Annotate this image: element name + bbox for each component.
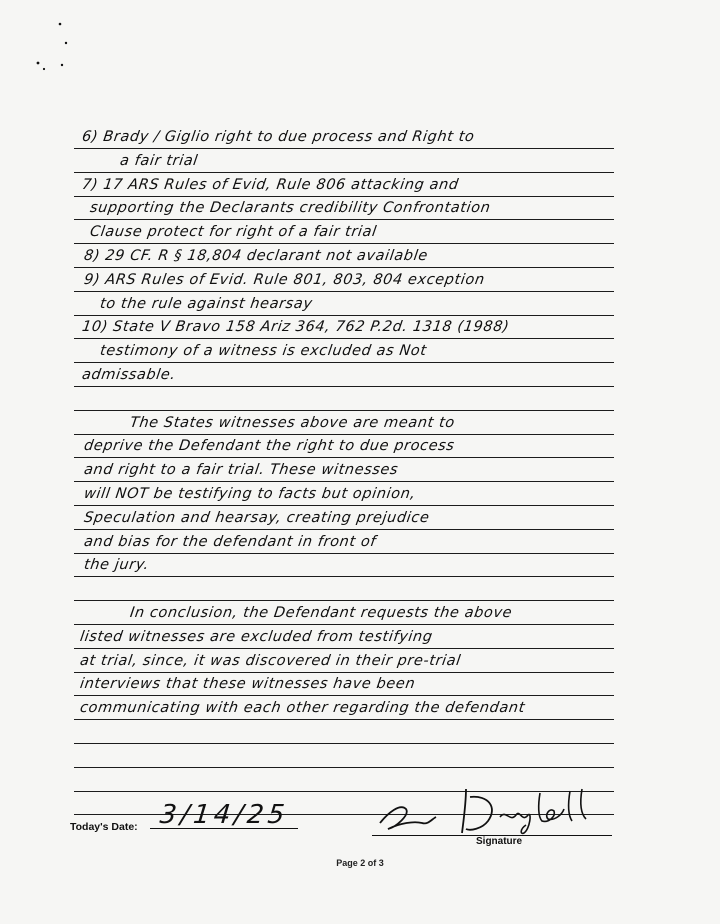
- ruled-line: [74, 219, 614, 220]
- handwritten-line: and bias for the defendant in front of: [82, 533, 378, 550]
- ruled-line: [74, 196, 614, 197]
- handwritten-line: and right to a fair trial. These witnesses: [82, 462, 400, 479]
- ruled-line: [74, 672, 614, 673]
- ruled-line: [74, 386, 614, 387]
- ruled-line: [74, 600, 614, 601]
- handwritten-line: In conclusion, the Defendant requests the above: [128, 605, 514, 621]
- ruled-line: [74, 529, 614, 530]
- ruled-line: [74, 315, 614, 316]
- ruled-line: [74, 576, 614, 577]
- ruled-line: [74, 743, 614, 744]
- scan-specks: [0, 0, 120, 90]
- handwritten-line: listed witnesses are excluded from testifying: [78, 628, 434, 645]
- handwritten-line: a fair trial: [118, 152, 199, 169]
- date-value: 3/14/25: [158, 800, 290, 830]
- handwritten-line: The States witnesses above are meant to: [128, 414, 456, 431]
- ruled-line: [74, 267, 614, 268]
- signature-mark: [370, 783, 610, 839]
- handwritten-line: Speculation and hearsay, creating prejudice: [82, 509, 431, 526]
- handwritten-line: testimony of a witness is excluded as Not: [98, 343, 428, 360]
- handwritten-line: deprive the Defendant the right to due process: [82, 438, 456, 455]
- handwritten-line: interviews that these witnesses have been: [78, 676, 417, 693]
- ruled-line: [74, 624, 614, 625]
- ruled-line: [74, 434, 614, 435]
- ruled-line: [74, 338, 614, 339]
- ruled-line: [74, 767, 614, 768]
- handwritten-line: 10) State V Bravo 158 Ariz 364, 762 P.2d. 1318 (1988): [80, 319, 511, 336]
- handwritten-line: 9) ARS Rules of Evid. Rule 801, 803, 804 exception: [82, 271, 486, 288]
- ruled-line: [74, 457, 614, 458]
- ruled-line: [74, 172, 614, 173]
- ruled-line: [74, 148, 614, 149]
- ruled-line: [74, 553, 614, 554]
- handwritten-line: supporting the Declarants credibility Confrontation: [88, 200, 492, 217]
- ruled-line: [74, 481, 614, 482]
- page-number: Page 2 of 3: [336, 858, 384, 868]
- handwritten-line: communicating with each other regarding the defendant: [78, 700, 527, 717]
- ruled-line: [74, 695, 614, 696]
- handwritten-line: 8) 29 CF. R § 18,804 declarant not available: [82, 248, 429, 264]
- handwritten-line: 7) 17 ARS Rules of Evid, Rule 806 attacking and: [80, 176, 460, 193]
- date-label: Today's Date:: [70, 821, 138, 833]
- ruled-line: [74, 362, 614, 363]
- ruled-line: [74, 243, 614, 244]
- signature-label: Signature: [476, 836, 523, 847]
- handwritten-line: the jury.: [82, 557, 151, 574]
- date-line: [150, 828, 298, 829]
- handwritten-line: at trial, since, it was discovered in their pre-trial: [78, 652, 462, 669]
- ruled-line: [74, 648, 614, 649]
- handwritten-line: 6) Brady / Giglio right to due process and Right to: [80, 129, 476, 145]
- handwritten-line: to the rule against hearsay: [98, 295, 314, 312]
- ruled-line: [74, 719, 614, 720]
- handwritten-line: admissable.: [80, 367, 177, 383]
- handwritten-line: Clause protect for right of a fair trial: [88, 224, 378, 241]
- handwritten-line: will NOT be testifying to facts but opinion,: [82, 486, 417, 502]
- ruled-line: [74, 505, 614, 506]
- ruled-line: [74, 410, 614, 411]
- ruled-line: [74, 291, 614, 292]
